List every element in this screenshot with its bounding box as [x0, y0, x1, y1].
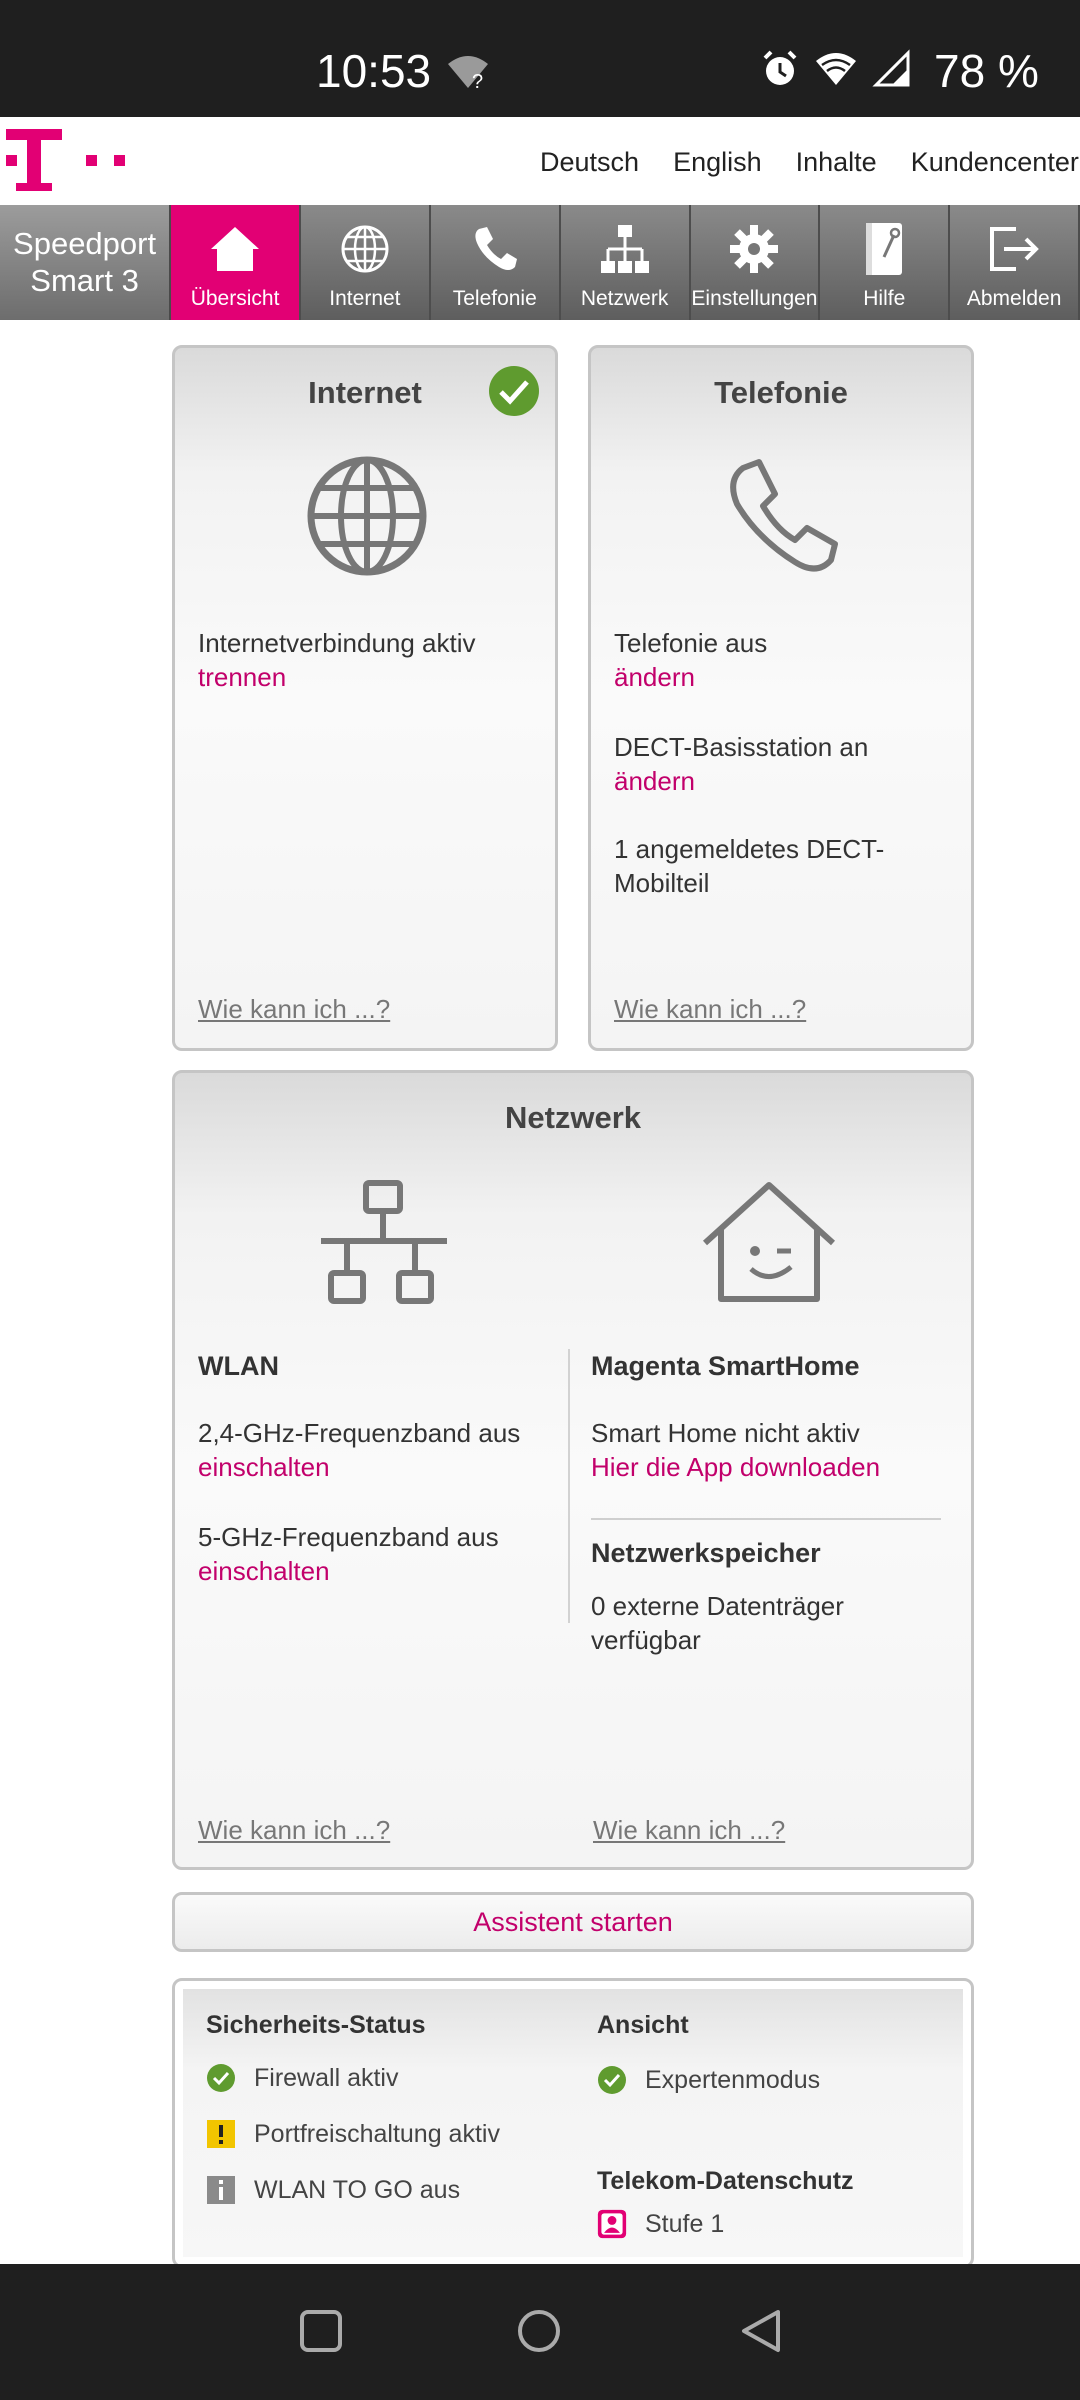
ok-icon	[597, 2065, 627, 2095]
internet-title: Internet	[308, 375, 422, 410]
telefonie-status: Telefonie aus	[614, 628, 768, 658]
gear-icon	[728, 217, 780, 281]
help-book-icon	[860, 217, 908, 281]
alarm-icon	[760, 49, 800, 94]
internet-help-link[interactable]: Wie kann ich ...?	[198, 994, 391, 1024]
nav-einstellungen[interactable]	[691, 205, 821, 320]
telefonie-help-link[interactable]: Wie kann ich ...?	[614, 994, 807, 1024]
security-status-card	[172, 1978, 974, 2268]
link-inhalte[interactable]: Inhalte	[795, 147, 877, 177]
internet-card	[172, 345, 558, 1051]
nav-label: Einstellungen	[691, 287, 818, 310]
wlan-heading: WLAN	[198, 1351, 279, 1381]
smarthome-app-link[interactable]: Hier die App downloaden	[591, 1452, 881, 1482]
view-heading: Ansicht	[597, 2011, 689, 2039]
link-english[interactable]: English	[673, 147, 762, 177]
expert-mode-row[interactable]	[597, 2065, 820, 2095]
nav-hilfe[interactable]	[820, 205, 950, 320]
nav-netzwerk[interactable]	[561, 205, 691, 320]
smarthome-heading: Magenta SmartHome	[591, 1351, 860, 1381]
smarthome-status: Smart Home nicht aktiv	[591, 1418, 860, 1448]
phone-icon	[721, 458, 841, 583]
netzwerk-title: Netzwerk	[504, 1100, 642, 1135]
ok-icon	[206, 2063, 236, 2093]
firewall-status: Firewall aktiv	[254, 2063, 399, 2092]
wlan-help-link[interactable]: Wie kann ich ...?	[198, 1815, 391, 1845]
home-icon	[207, 217, 263, 281]
network-icon	[319, 1179, 449, 1312]
start-assistant-button[interactable]: Assistent starten	[172, 1892, 974, 1952]
main-nav	[0, 205, 1080, 320]
column-divider	[568, 1349, 570, 1623]
smarthome-help-link[interactable]: Wie kann ich ...?	[593, 1815, 786, 1845]
storage-status: 0 externe Datenträger verfügbar	[591, 1591, 844, 1655]
band24-enable-link[interactable]: einschalten	[198, 1452, 330, 1482]
nav-telefonie[interactable]	[431, 205, 561, 320]
band5-enable-link[interactable]: einschalten	[198, 1556, 330, 1586]
home-button[interactable]	[516, 2308, 562, 2359]
telefonie-title: Telefonie	[714, 375, 848, 410]
nav-abmelden[interactable]	[950, 205, 1080, 320]
smarthome-icon	[699, 1179, 839, 1312]
firewall-row	[206, 2063, 398, 2093]
device-name	[0, 205, 171, 320]
top-bar	[0, 117, 1080, 205]
info-icon	[206, 2175, 236, 2205]
privacy-level-row[interactable]	[597, 2209, 724, 2239]
dect-handsets: 1 angemeldetes DECT-Mobilteil	[614, 834, 885, 898]
network-icon	[597, 217, 653, 281]
wlan-to-go-status: WLAN TO GO aus	[254, 2175, 461, 2204]
privacy-heading: Telekom-Datenschutz	[597, 2167, 854, 2195]
nav-label: Hilfe	[863, 287, 906, 310]
dect-change-link[interactable]: ändern	[614, 766, 695, 796]
nav-internet[interactable]	[301, 205, 431, 320]
check-icon	[487, 364, 541, 423]
security-heading: Sicherheits-Status	[206, 2011, 426, 2039]
battery-level: 78 %	[934, 45, 1039, 97]
storage-heading: Netzwerkspeicher	[591, 1538, 821, 1568]
expert-mode-label: Expertenmodus	[645, 2065, 821, 2094]
netzwerk-card	[172, 1070, 974, 1870]
link-deutsch[interactable]: Deutsch	[540, 147, 640, 177]
portforward-status: Portfreischaltung aktiv	[254, 2119, 500, 2148]
logout-icon	[986, 217, 1042, 281]
nav-label: Telefonie	[452, 287, 537, 310]
nav-label: Netzwerk	[580, 287, 669, 310]
recents-button[interactable]	[298, 2308, 344, 2359]
nav-label: Internet	[329, 287, 401, 310]
signal-icon	[872, 49, 912, 94]
band5-status: 5-GHz-Frequenzband aus	[198, 1522, 499, 1552]
status-bar	[0, 0, 1080, 117]
dect-status: DECT-Basisstation an	[614, 732, 869, 762]
nav-uebersicht[interactable]	[171, 205, 301, 320]
svg-text:?: ?	[472, 71, 484, 92]
internet-status: Internetverbindung aktiv	[198, 628, 476, 658]
telefonie-card	[588, 345, 974, 1051]
nav-label: Abmelden	[966, 287, 1062, 310]
nav-label: Übersicht	[190, 287, 280, 310]
wifi-unknown-icon	[446, 52, 490, 97]
wifi-icon	[814, 49, 858, 94]
band24-status: 2,4-GHz-Frequenzband aus	[198, 1418, 521, 1448]
privacy-level-label: Stufe 1	[645, 2209, 725, 2238]
telekom-logo[interactable]	[6, 127, 136, 193]
language-links	[540, 147, 1080, 178]
telefonie-change-link[interactable]: ändern	[614, 662, 695, 692]
person-icon	[597, 2209, 627, 2239]
clock: 10:53	[316, 45, 432, 97]
globe-icon	[305, 454, 429, 583]
device-name-line1: Speedport	[13, 226, 157, 261]
warning-icon	[206, 2119, 236, 2149]
globe-icon	[339, 217, 391, 281]
disconnect-link[interactable]: trennen	[198, 662, 287, 692]
phone-icon	[469, 217, 521, 281]
device-name-line2: Smart 3	[30, 263, 139, 298]
system-navigation-bar	[0, 2264, 1080, 2400]
wlan-to-go-row	[206, 2175, 460, 2205]
link-kundencenter[interactable]: Kundencenter	[910, 147, 1079, 177]
portforward-row	[206, 2119, 500, 2149]
back-button[interactable]	[738, 2308, 784, 2359]
section-divider	[591, 1518, 941, 1520]
